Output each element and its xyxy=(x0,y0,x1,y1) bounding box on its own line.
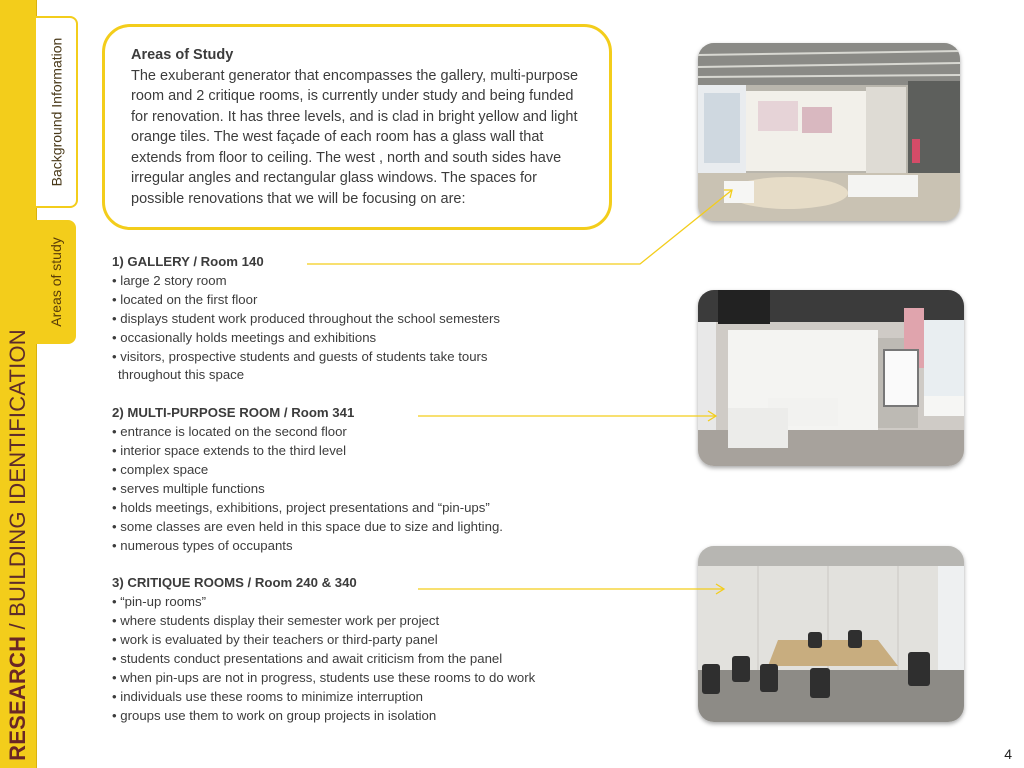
list-item: • work is evaluated by their teachers or third-party panel xyxy=(112,632,438,648)
section-critique-rooms xyxy=(112,574,672,725)
intro-body: The exuberant generator that encompasses the gallery, multi-purpose room and 2 critique rooms, is currently under study and being funded for renovation. It has three levels, and is clad in bright yellow and light orange tiles. The west façade of each room has a glass wall that extends from floor to ceiling. The west , north and south sides have irregular angles and rectangular glass windows. The spaces for possible renovations that we will be focusing on are: xyxy=(131,67,579,207)
multi-purpose-room-photo xyxy=(698,290,964,466)
list-item: • some classes are even held in this space due to size and lighting. xyxy=(112,518,503,534)
list-item: throughout this space xyxy=(118,367,245,383)
list-item: • located on the first floor xyxy=(112,291,258,307)
list-item: • interior space extends to the third level xyxy=(112,443,347,459)
critique-room-photo xyxy=(698,546,964,722)
tab-background-information[interactable] xyxy=(36,16,78,208)
section-heading: 3) CRITIQUE ROOMS / Room 240 & 340 xyxy=(112,575,357,591)
list-item: • entrance is located on the second floor xyxy=(112,424,347,440)
section-title-strong: RESEARCH xyxy=(5,635,31,761)
section-title-rest: / BUILDING IDENTIFICATION xyxy=(5,329,31,636)
list-item: • individuals use these rooms to minimize interruption xyxy=(112,688,424,704)
page-number: 4 xyxy=(1004,746,1012,762)
intro-box xyxy=(102,24,612,230)
sidebar xyxy=(0,0,37,768)
list-item: • holds meetings, exhibitions, project presentations and “pin-ups” xyxy=(112,499,490,515)
intro-title: Areas of Study xyxy=(131,47,234,63)
list-item: • complex space xyxy=(112,461,209,477)
section-gallery xyxy=(112,253,672,385)
list-item: • visitors, prospective students and guests of students take tours xyxy=(112,348,488,364)
section-heading: 2) MULTI-PURPOSE ROOM / Room 341 xyxy=(112,405,355,421)
list-item: • numerous types of occupants xyxy=(112,537,293,553)
tab-background-information-label: Background Information xyxy=(48,37,65,187)
list-item: • where students display their semester work per project xyxy=(112,613,440,629)
list-item: • occasionally holds meetings and exhibitions xyxy=(112,329,377,345)
list-item: • groups use them to work on group projects in isolation xyxy=(112,707,437,723)
list-item: • “pin-up rooms” xyxy=(112,594,207,610)
section-heading: 1) GALLERY / Room 140 xyxy=(112,254,264,269)
section-multi-purpose-room xyxy=(112,404,672,555)
tab-areas-of-study[interactable] xyxy=(36,220,76,344)
section-title xyxy=(0,330,39,760)
sections-list xyxy=(112,253,672,745)
gallery-photo xyxy=(698,43,960,221)
list-item: • displays student work produced throughout the school semesters xyxy=(112,310,501,326)
list-item: • students conduct presentations and await criticism from the panel xyxy=(112,651,503,666)
tab-areas-of-study-label: Areas of study xyxy=(48,237,64,327)
list-item: • serves multiple functions xyxy=(112,480,265,496)
list-item: • large 2 story room xyxy=(112,272,227,288)
list-item: • when pin-ups are not in progress, students use these rooms to do work xyxy=(112,669,536,685)
